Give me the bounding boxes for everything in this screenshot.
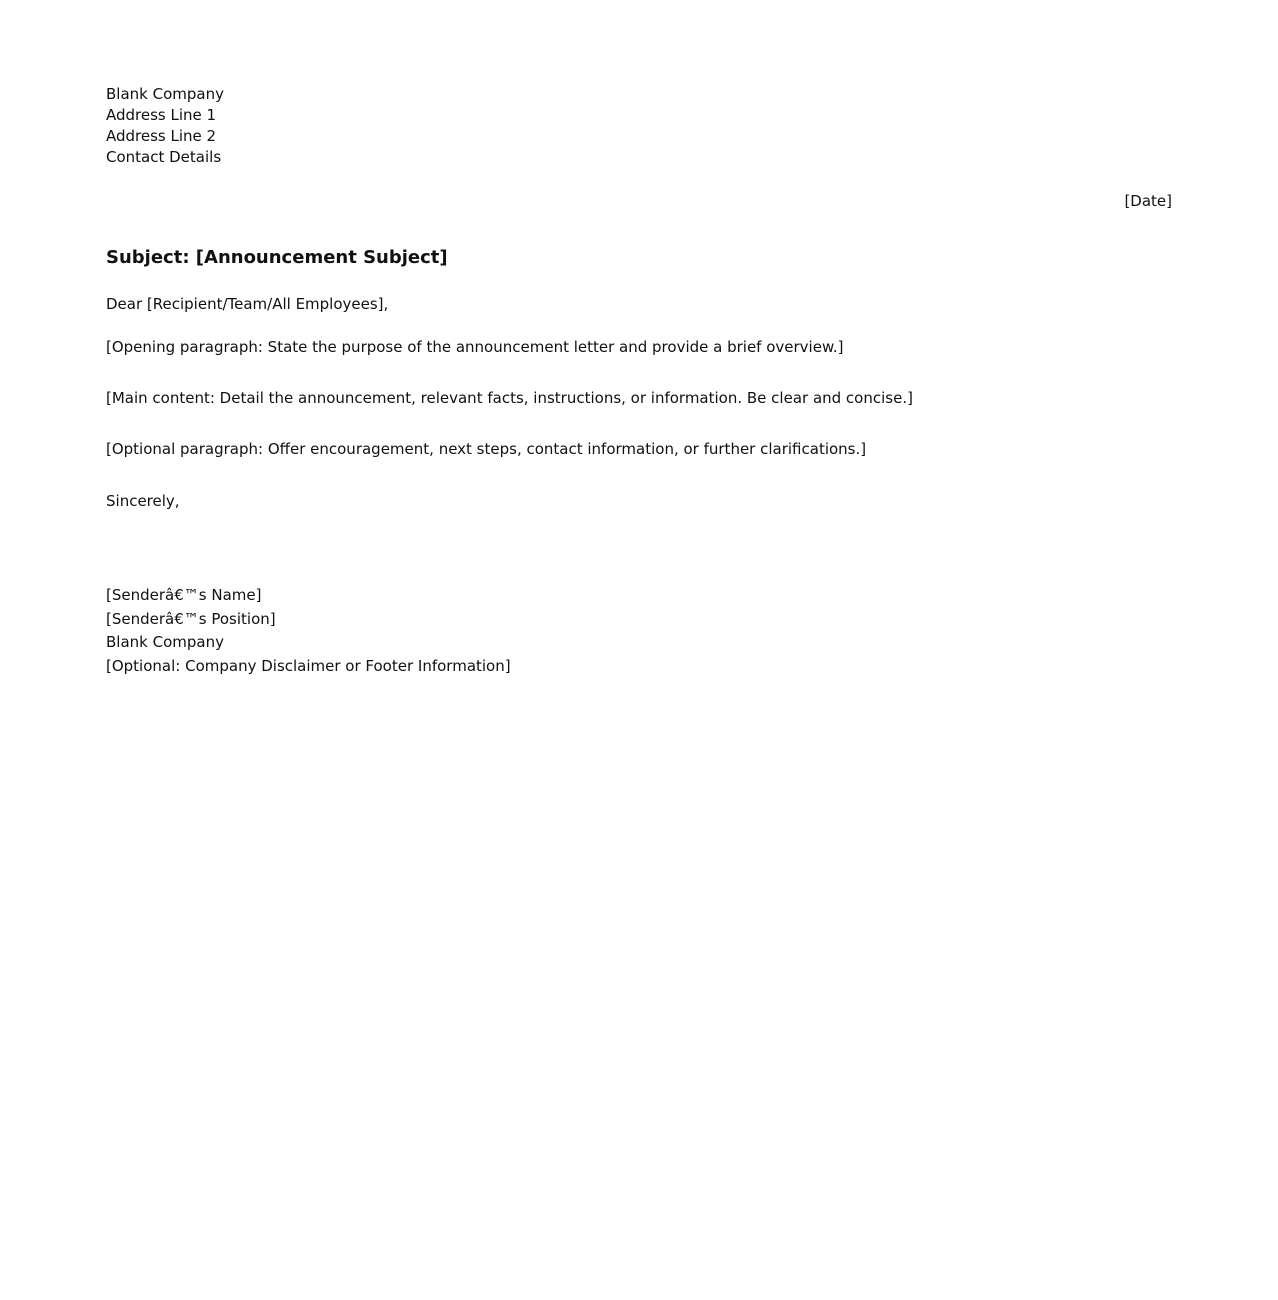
letter-document <box>106 84 1172 678</box>
letter-greeting: Dear [Recipient/Team/All Employees], <box>106 295 389 313</box>
optional-paragraph: [Optional paragraph: Offer encouragement, next steps, contact information, or further clarifications.] <box>106 440 867 458</box>
main-content-paragraph: [Main content: Detail the announcement, relevant facts, instructions, or information. Be clear and concise.] <box>106 389 913 407</box>
signature-company-name: Blank Company <box>106 633 224 651</box>
sender-name: [Senderâ€™s Name] <box>106 586 262 604</box>
sender-company-name: Blank Company <box>106 85 224 103</box>
sender-address-line-2: Address Line 2 <box>106 127 217 145</box>
sender-address-line-1: Address Line 1 <box>106 106 217 124</box>
sender-address-block <box>106 84 1172 168</box>
opening-paragraph: [Opening paragraph: State the purpose of the announcement letter and provide a brief overview.] <box>106 338 844 356</box>
footer-information: [Optional: Company Disclaimer or Footer Information] <box>106 656 511 675</box>
sender-contact-details: Contact Details <box>106 148 222 166</box>
letter-subject: Subject: [Announcement Subject] <box>106 247 448 268</box>
letter-closing: Sincerely, <box>106 492 180 510</box>
letter-date: [Date] <box>1124 192 1172 210</box>
signature-block <box>106 584 1172 678</box>
sender-position: [Senderâ€™s Position] <box>106 609 276 628</box>
